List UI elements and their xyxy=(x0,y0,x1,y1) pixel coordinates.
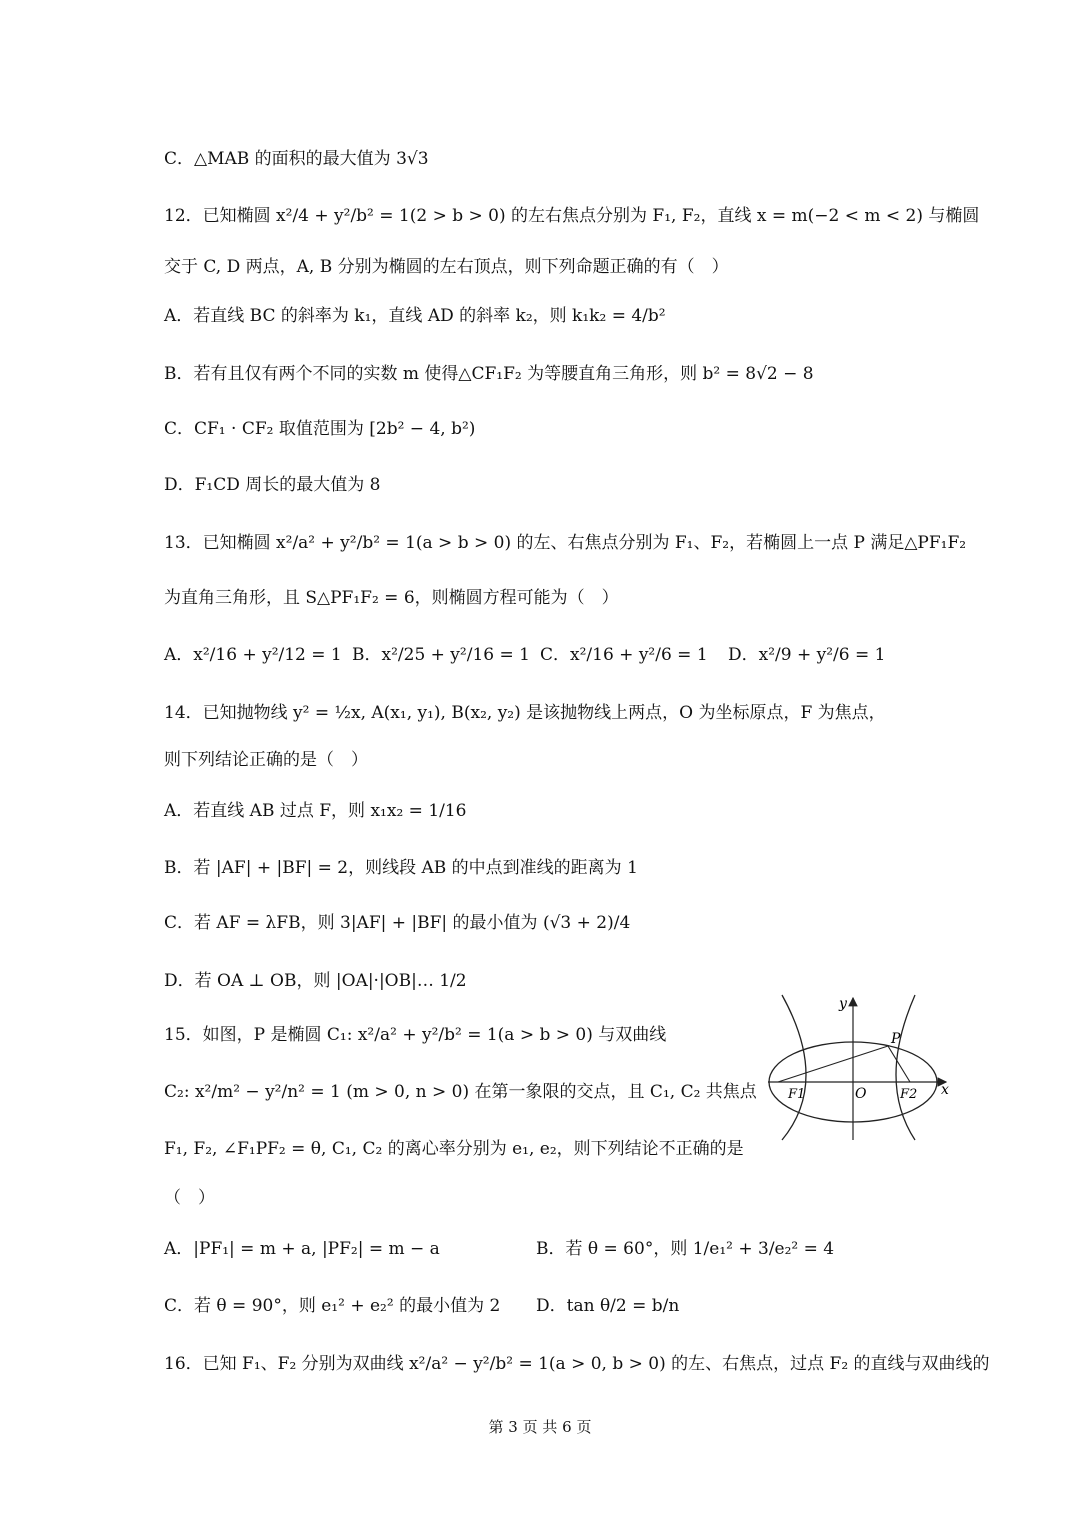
q15-stem-line3: F₁, F₂, ∠F₁PF₂ = θ, C₁, C₂ 的离心率分别为 e₁, e₂，则下列结论不正确的是 xyxy=(164,1139,744,1159)
q12-option-d: D．F₁CD 周长的最大值为 8 xyxy=(164,475,381,495)
hyperbola-right-branch xyxy=(896,995,918,1140)
q15-stem-line4: （ ） xyxy=(164,1188,215,1208)
focus-f2-label: F2 xyxy=(900,1087,918,1102)
point-p-label: P xyxy=(891,1031,901,1047)
q13-stem-line2: 为直角三角形，且 S△PF₁F₂ = 6，则椭圆方程可能为（ ） xyxy=(164,588,619,608)
q15-option-a: A．|PF₁| = m + a, |PF₂| = m − a xyxy=(164,1239,440,1259)
q14-stem-line1: 14．已知抛物线 y² = ½x, A(x₁, y₁), B(x₂, y₂) 是该抛物线上两点，O 为坐标原点，F 为焦点， xyxy=(164,703,886,723)
q15-option-b: B．若 θ = 60°，则 1/e₁² + 3/e₂² = 4 xyxy=(536,1239,835,1259)
origin-label: O xyxy=(855,1086,867,1102)
q13-option-c: C．x²/16 + y²/6 = 1 xyxy=(540,645,708,665)
q12-option-b: B．若有且仅有两个不同的实数 m 使得△CF₁F₂ 为等腰直角三角形，则 b² = 8√2 − 8 xyxy=(164,364,814,384)
q15-option-d: D．tan θ/2 = b/n xyxy=(536,1296,680,1316)
y-axis-label: y xyxy=(839,996,847,1012)
q13-option-a: A．x²/16 + y²/12 = 1 xyxy=(164,645,342,665)
q15-stem-line1: 15．如图，P 是椭圆 C₁: x²/a² + y²/b² = 1(a > b > 0) 与双曲线 xyxy=(164,1025,667,1045)
page-footer: 第 3 页 共 6 页 xyxy=(488,1418,592,1436)
q14-option-d: D．若 OA ⊥ OB，则 |OA|·|OB|… 1/2 xyxy=(164,971,467,991)
q14-option-a: A．若直线 AB 过点 F，则 x₁x₂ = 1/16 xyxy=(164,801,467,821)
segment-pf1 xyxy=(778,1046,888,1082)
q14-stem-line2: 则下列结论正确的是（ ） xyxy=(164,750,368,770)
hyperbola-left-branch xyxy=(782,995,806,1140)
focus-f1-label: F1 xyxy=(788,1087,806,1102)
q13-option-b: B．x²/25 + y²/16 = 1 xyxy=(352,645,530,665)
q15-option-c: C．若 θ = 90°，则 e₁² + e₂² 的最小值为 2 xyxy=(164,1296,501,1316)
q15-stem-line2: C₂: x²/m² − y²/n² = 1 (m > 0, n > 0) 在第一象限的交点，且 C₁, C₂ 共焦点 xyxy=(164,1082,757,1102)
q12-option-a: A．若直线 BC 的斜率为 k₁，直线 AD 的斜率 k₂，则 k₁k₂ = 4/b² xyxy=(164,306,666,326)
q12-option-c: C．CF₁ · CF₂ 取值范围为 [2b² − 4, b²) xyxy=(164,419,476,439)
q13-stem-line1: 13．已知椭圆 x²/a² + y²/b² = 1(a > b > 0) 的左、右焦点分别为 F₁、F₂，若椭圆上一点 P 满足△PF₁F₂ xyxy=(164,533,967,553)
q14-option-b: B．若 |AF| + |BF| = 2，则线段 AB 的中点到准线的距离为 1 xyxy=(164,858,638,878)
q13-option-d: D．x²/9 + y²/6 = 1 xyxy=(728,645,886,665)
q14-option-c: C．若 AF = λFB，则 3|AF| + |BF| 的最小值为 (√3 + 2)/4 xyxy=(164,913,631,933)
x-axis-label: x xyxy=(941,1082,949,1098)
q12-stem-line2: 交于 C, D 两点，A, B 分别为椭圆的左右顶点，则下列命题正确的有（ ） xyxy=(164,257,729,277)
q11-option-c: C．△MAB 的面积的最大值为 3√3 xyxy=(164,149,429,169)
q12-stem-line1: 12．已知椭圆 x²/4 + y²/b² = 1(2 > b > 0) 的左右焦点分别为 F₁, F₂，直线 x = m(−2 < m < 2) 与椭圆 xyxy=(164,206,980,226)
q16-stem-line1: 16．已知 F₁、F₂ 分别为双曲线 x²/a² − y²/b² = 1(a > 0, b > 0) 的左、右焦点，过点 F₂ 的直线与双曲线的 xyxy=(164,1354,990,1374)
ellipse-hyperbola-figure xyxy=(760,990,960,1145)
